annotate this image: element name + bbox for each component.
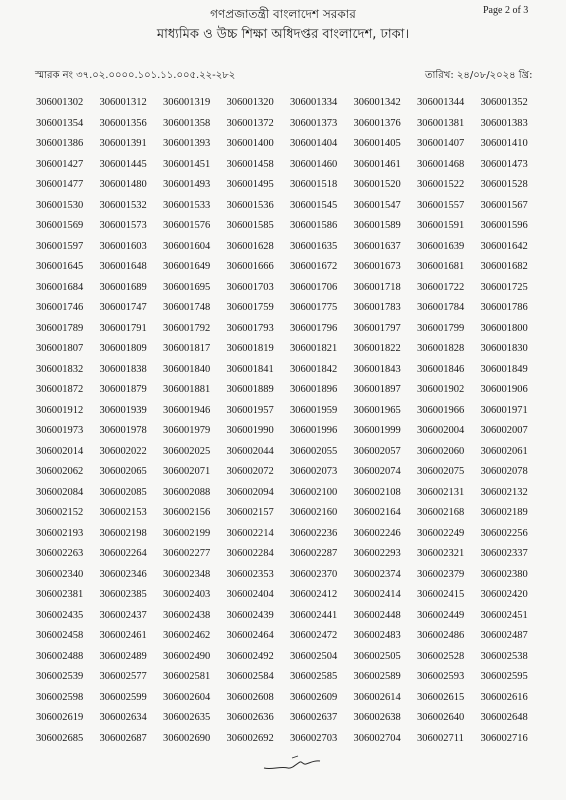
roll-number-cell: 306001786 xyxy=(480,302,528,313)
roll-number-cell: 306002690 xyxy=(163,732,211,744)
roll-number-cell: 306001746 xyxy=(36,302,84,313)
roll-number-cell: 306001637 xyxy=(353,240,401,252)
roll-number-cell: 306002451 xyxy=(480,609,528,621)
roll-number-cell: 306002108 xyxy=(353,486,401,498)
roll-number-cell: 306002256 xyxy=(480,527,528,539)
roll-number-cell: 306002449 xyxy=(417,609,465,621)
memo-number: স্মারক নং ৩৭.০২.০০০০.১০১.১১.০০৫.২২-২৮২ xyxy=(35,70,236,81)
roll-number-cell: 306002648 xyxy=(480,712,528,723)
roll-number-cell: 306002608 xyxy=(226,691,274,703)
roll-number-cell: 306001604 xyxy=(163,240,211,252)
roll-number-cell: 306002370 xyxy=(290,568,338,580)
roll-number-cell: 306001473 xyxy=(480,158,528,170)
roll-number-cell: 306001830 xyxy=(480,343,528,354)
roll-number-cell: 306001354 xyxy=(36,117,84,129)
roll-number-cell: 306001342 xyxy=(353,97,401,108)
roll-number-cell: 306001477 xyxy=(36,179,84,190)
roll-number-cell: 306002538 xyxy=(480,650,528,662)
roll-number-cell: 306002264 xyxy=(99,548,147,559)
roll-number-cell: 306001358 xyxy=(163,117,211,129)
roll-number-cell: 306001460 xyxy=(290,158,338,170)
roll-number-cell: 306001557 xyxy=(417,199,465,211)
roll-number-cell: 306001842 xyxy=(290,363,338,375)
roll-number-cell: 306002014 xyxy=(36,445,84,457)
roll-number-cell: 306001645 xyxy=(36,261,84,272)
roll-number-cell: 306001302 xyxy=(36,97,84,108)
roll-number-cell: 306002638 xyxy=(353,712,401,723)
roll-number-cell: 306001689 xyxy=(99,281,147,293)
roll-number-cell: 306001407 xyxy=(417,138,465,149)
roll-number-cell: 306001838 xyxy=(99,363,147,375)
roll-number-cell: 306001458 xyxy=(226,158,274,170)
roll-number-cell: 306002263 xyxy=(36,548,84,559)
roll-number-cell: 306002609 xyxy=(290,691,338,703)
roll-number-cell: 306001596 xyxy=(480,220,528,231)
roll-number-cell: 306002085 xyxy=(99,486,147,498)
roll-number-cell: 306002007 xyxy=(480,425,528,436)
roll-number-cell: 306002132 xyxy=(480,486,528,498)
roll-number-cell: 306002078 xyxy=(480,466,528,477)
roll-number-cell: 306001841 xyxy=(226,363,274,375)
roll-number-cell: 306001946 xyxy=(163,404,211,416)
roll-number-cell: 306002404 xyxy=(226,589,274,600)
roll-number-cell: 306001334 xyxy=(290,97,338,108)
roll-number-cell: 306001533 xyxy=(163,199,211,211)
roll-number-cell: 306002060 xyxy=(417,445,465,457)
roll-number-cell: 306002438 xyxy=(163,609,211,621)
roll-number-cell: 306002577 xyxy=(99,671,147,682)
roll-number-cell: 306001783 xyxy=(353,302,401,313)
roll-number-cell: 306001410 xyxy=(480,138,528,149)
roll-number-cell: 306002131 xyxy=(417,486,465,498)
roll-number-cell: 306001468 xyxy=(417,158,465,170)
roll-number-cell: 306002528 xyxy=(417,650,465,662)
roll-number-cell: 306001775 xyxy=(290,302,338,313)
roll-number-cell: 306001352 xyxy=(480,97,528,108)
roll-number-cell: 306002321 xyxy=(417,548,465,559)
roll-number-cell: 306002346 xyxy=(99,568,147,580)
roll-number-cell: 306001480 xyxy=(99,179,147,190)
roll-number-cell: 306001648 xyxy=(99,261,147,272)
roll-number-cell: 306002539 xyxy=(36,671,84,682)
roll-number-cell: 306002249 xyxy=(417,527,465,539)
roll-number-cell: 306001356 xyxy=(99,117,147,129)
roll-number-cell: 306002353 xyxy=(226,568,274,580)
roll-number-cell: 306001706 xyxy=(290,281,338,293)
roll-number-cell: 306002685 xyxy=(36,732,84,744)
roll-number-cell: 306001312 xyxy=(99,97,147,108)
roll-number-cell: 306002589 xyxy=(353,671,401,682)
roll-number-cell: 306001603 xyxy=(99,240,147,252)
roll-number-cell: 306001912 xyxy=(36,404,84,416)
roll-number-cell: 306002277 xyxy=(163,548,211,559)
roll-number-cell: 306001372 xyxy=(226,117,274,129)
roll-number-cell: 306002616 xyxy=(480,691,528,703)
roll-number-cell: 306002293 xyxy=(353,548,401,559)
roll-number-cell: 306001493 xyxy=(163,179,211,190)
roll-number-cell: 306002585 xyxy=(290,671,338,682)
roll-number-cell: 306002636 xyxy=(226,712,274,723)
roll-number-cell: 306001990 xyxy=(226,425,274,436)
roll-number-cell: 306001576 xyxy=(163,220,211,231)
roll-number-cell: 306001800 xyxy=(480,322,528,334)
roll-number-cell: 306002348 xyxy=(163,568,211,580)
date-label: তারিখ: ২৪/০৮/২০২৪ খ্রি: xyxy=(425,70,533,81)
roll-number-cell: 306002072 xyxy=(226,466,274,477)
roll-number-cell: 306001840 xyxy=(163,363,211,375)
roll-number-cell: 306002157 xyxy=(226,507,274,518)
roll-number-grid xyxy=(36,93,544,749)
page-number: Page 2 of 3 xyxy=(483,5,529,16)
roll-number-cell: 306002486 xyxy=(417,630,465,641)
roll-number-cell: 306002100 xyxy=(290,486,338,498)
roll-number-cell: 306001400 xyxy=(226,138,274,149)
roll-number-cell: 306001569 xyxy=(36,220,84,231)
roll-number-cell: 306001391 xyxy=(99,138,147,149)
roll-number-cell: 306001405 xyxy=(353,138,401,149)
roll-number-cell: 306001879 xyxy=(99,384,147,395)
roll-number-cell: 306002168 xyxy=(417,507,465,518)
roll-number-cell: 306001784 xyxy=(417,302,465,313)
roll-number-cell: 306002061 xyxy=(480,445,528,457)
roll-number-cell: 306002236 xyxy=(290,527,338,539)
roll-number-cell: 306002461 xyxy=(99,630,147,641)
roll-number-cell: 306002489 xyxy=(99,650,147,662)
roll-number-cell: 306001703 xyxy=(226,281,274,293)
roll-number-cell: 306002055 xyxy=(290,445,338,457)
signature-mark xyxy=(262,752,322,774)
roll-number-cell: 306001846 xyxy=(417,363,465,375)
roll-number-cell: 306002488 xyxy=(36,650,84,662)
roll-number-cell: 306001536 xyxy=(226,199,274,211)
roll-number-cell: 306001589 xyxy=(353,220,401,231)
roll-number-cell: 306001793 xyxy=(226,322,274,334)
roll-number-cell: 306002071 xyxy=(163,466,211,477)
roll-number-cell: 306002462 xyxy=(163,630,211,641)
roll-number-cell: 306002164 xyxy=(353,507,401,518)
roll-number-cell: 306001849 xyxy=(480,363,528,375)
roll-number-cell: 306002483 xyxy=(353,630,401,641)
roll-number-cell: 306001897 xyxy=(353,384,401,395)
roll-number-cell: 306002153 xyxy=(99,507,147,518)
roll-number-cell: 306002073 xyxy=(290,466,338,477)
roll-number-cell: 306002437 xyxy=(99,609,147,621)
roll-number-cell: 306002193 xyxy=(36,527,84,539)
roll-number-cell: 306001320 xyxy=(226,97,274,108)
roll-number-cell: 306002472 xyxy=(290,630,338,641)
roll-number-cell: 306002505 xyxy=(353,650,401,662)
roll-number-cell: 306002492 xyxy=(226,650,274,662)
roll-number-cell: 306001373 xyxy=(290,117,338,129)
roll-number-cell: 306001832 xyxy=(36,363,84,375)
roll-number-cell: 306002198 xyxy=(99,527,147,539)
roll-number-cell: 306001817 xyxy=(163,343,211,354)
roll-number-cell: 306001586 xyxy=(290,220,338,231)
roll-number-cell: 306002189 xyxy=(480,507,528,518)
roll-number-cell: 306001828 xyxy=(417,343,465,354)
roll-number-cell: 306001791 xyxy=(99,322,147,334)
roll-number-cell: 306001789 xyxy=(36,322,84,334)
roll-number-cell: 306001628 xyxy=(226,240,274,252)
roll-number-cell: 306002074 xyxy=(353,466,401,477)
roll-number-cell: 306002703 xyxy=(290,732,338,744)
roll-number-cell: 306001725 xyxy=(480,281,528,293)
roll-number-cell: 306002687 xyxy=(99,732,147,744)
roll-number-cell: 306002711 xyxy=(417,732,464,744)
roll-number-cell: 306002692 xyxy=(226,732,274,744)
roll-number-cell: 306001906 xyxy=(480,384,528,395)
roll-number-cell: 306002490 xyxy=(163,650,211,662)
roll-number-cell: 306002464 xyxy=(226,630,274,641)
roll-number-cell: 306001672 xyxy=(290,261,338,272)
roll-number-cell: 306001547 xyxy=(353,199,401,211)
roll-number-cell: 306002214 xyxy=(226,527,274,539)
roll-number-cell: 306001819 xyxy=(226,343,274,354)
roll-number-cell: 306001649 xyxy=(163,261,211,272)
roll-number-cell: 306001666 xyxy=(226,261,274,272)
roll-number-cell: 306001567 xyxy=(480,199,528,211)
roll-number-cell: 306001979 xyxy=(163,425,211,436)
roll-number-cell: 306001797 xyxy=(353,322,401,334)
roll-number-cell: 306002004 xyxy=(417,425,465,436)
roll-number-cell: 306001427 xyxy=(36,158,84,170)
roll-number-cell: 306002441 xyxy=(290,609,338,621)
roll-number-cell: 306002057 xyxy=(353,445,401,457)
roll-number-cell: 306002635 xyxy=(163,712,211,723)
roll-number-cell: 306001807 xyxy=(36,343,84,354)
roll-number-cell: 306002598 xyxy=(36,691,84,703)
roll-number-cell: 306002448 xyxy=(353,609,401,621)
roll-number-cell: 306002022 xyxy=(99,445,147,457)
roll-number-cell: 306001573 xyxy=(99,220,147,231)
roll-number-cell: 306001881 xyxy=(163,384,211,395)
roll-number-cell: 306001722 xyxy=(417,281,465,293)
roll-number-cell: 306001344 xyxy=(417,97,465,108)
roll-number-cell: 306002044 xyxy=(226,445,274,457)
roll-number-cell: 306002379 xyxy=(417,568,465,580)
roll-number-cell: 306002504 xyxy=(290,650,338,662)
roll-number-cell: 306002414 xyxy=(353,589,401,600)
roll-number-cell: 306001682 xyxy=(480,261,528,272)
roll-number-cell: 306001939 xyxy=(99,404,147,416)
roll-number-cell: 306002604 xyxy=(163,691,211,703)
roll-number-cell: 306002595 xyxy=(480,671,528,682)
roll-number-cell: 306002599 xyxy=(99,691,147,703)
roll-number-cell: 306001591 xyxy=(417,220,465,231)
office-title: গণপ্রজাতন্ত্রী বাংলাদেশ সরকার xyxy=(210,7,356,21)
roll-number-cell: 306001792 xyxy=(163,322,211,334)
roll-number-cell: 306002634 xyxy=(99,712,147,723)
roll-number-cell: 306001695 xyxy=(163,281,211,293)
roll-number-cell: 306002716 xyxy=(480,732,528,744)
roll-number-cell: 306002025 xyxy=(163,445,211,457)
roll-number-cell: 306001965 xyxy=(353,404,401,416)
roll-number-cell: 306001383 xyxy=(480,117,528,129)
roll-number-cell: 306001821 xyxy=(290,343,338,354)
roll-number-cell: 306001520 xyxy=(353,179,401,190)
roll-number-cell: 306001966 xyxy=(417,404,465,416)
roll-number-cell: 306002385 xyxy=(99,589,147,600)
roll-number-cell: 306002615 xyxy=(417,691,465,703)
roll-number-cell: 306002487 xyxy=(480,630,528,641)
roll-number-cell: 306002287 xyxy=(290,548,338,559)
roll-number-cell: 306001597 xyxy=(36,240,84,252)
roll-number-cell: 306002458 xyxy=(36,630,84,641)
roll-number-cell: 306001748 xyxy=(163,302,211,313)
roll-number-cell: 306001999 xyxy=(353,425,401,436)
roll-number-cell: 306001451 xyxy=(163,158,211,170)
roll-number-cell: 306001872 xyxy=(36,384,84,395)
roll-number-cell: 306001639 xyxy=(417,240,465,252)
roll-number-cell: 306002199 xyxy=(163,527,211,539)
roll-number-cell: 306002065 xyxy=(99,466,147,477)
roll-number-cell: 306002156 xyxy=(163,507,211,518)
roll-number-cell: 306001978 xyxy=(99,425,147,436)
roll-number-cell: 306001585 xyxy=(226,220,274,231)
roll-number-cell: 306001386 xyxy=(36,138,84,149)
roll-number-cell: 306002581 xyxy=(163,671,211,682)
roll-number-cell: 306002094 xyxy=(226,486,274,498)
roll-number-cell: 306001796 xyxy=(290,322,338,334)
roll-number-cell: 306001393 xyxy=(163,138,211,149)
roll-number-cell: 306001684 xyxy=(36,281,84,293)
roll-number-cell: 306001404 xyxy=(290,138,338,149)
roll-number-cell: 306002152 xyxy=(36,507,84,518)
roll-number-cell: 306002381 xyxy=(36,589,84,600)
roll-number-cell: 306002435 xyxy=(36,609,84,621)
roll-number-cell: 306002380 xyxy=(480,568,528,580)
roll-number-cell: 306002340 xyxy=(36,568,84,580)
roll-number-cell: 306001642 xyxy=(480,240,528,252)
roll-number-cell: 306001545 xyxy=(290,199,338,211)
roll-number-cell: 306001759 xyxy=(226,302,274,313)
roll-number-cell: 306001528 xyxy=(480,179,528,190)
roll-number-cell: 306001889 xyxy=(226,384,274,395)
roll-number-cell: 306001996 xyxy=(290,425,338,436)
roll-number-cell: 306001495 xyxy=(226,179,274,190)
roll-number-cell: 306001902 xyxy=(417,384,465,395)
roll-number-cell: 306002640 xyxy=(417,712,465,723)
roll-number-cell: 306002284 xyxy=(226,548,274,559)
roll-number-cell: 306001718 xyxy=(353,281,401,293)
roll-number-cell: 306001461 xyxy=(353,158,401,170)
roll-number-cell: 306001896 xyxy=(290,384,338,395)
roll-number-cell: 306002412 xyxy=(290,589,338,600)
roll-number-cell: 306002584 xyxy=(226,671,274,682)
roll-number-cell: 306001522 xyxy=(417,179,465,190)
roll-number-cell: 306001518 xyxy=(290,179,338,190)
roll-number-cell: 306002637 xyxy=(290,712,338,723)
roll-number-cell: 306002246 xyxy=(353,527,401,539)
roll-number-cell: 306002439 xyxy=(226,609,274,621)
roll-number-cell: 306002403 xyxy=(163,589,211,600)
roll-number-cell: 306001747 xyxy=(99,302,147,313)
roll-number-cell: 306001532 xyxy=(99,199,147,211)
roll-number-cell: 306002614 xyxy=(353,691,401,703)
roll-number-cell: 306001973 xyxy=(36,425,84,436)
roll-number-cell: 306001635 xyxy=(290,240,338,252)
roll-number-cell: 306002420 xyxy=(480,589,528,600)
roll-number-cell: 306001822 xyxy=(353,343,401,354)
roll-number-cell: 306002337 xyxy=(480,548,528,559)
roll-number-cell: 306002593 xyxy=(417,671,465,682)
roll-number-cell: 306002062 xyxy=(36,466,84,477)
roll-number-cell: 306002415 xyxy=(417,589,465,600)
roll-number-cell: 306001381 xyxy=(417,117,465,129)
roll-number-cell: 306001959 xyxy=(290,404,338,416)
roll-number-cell: 306001445 xyxy=(99,158,147,170)
roll-number-cell: 306001673 xyxy=(353,261,401,272)
roll-number-cell: 306002374 xyxy=(353,568,401,580)
roll-number-cell: 306001376 xyxy=(353,117,401,129)
roll-number-cell: 306001681 xyxy=(417,261,465,272)
roll-number-cell: 306001319 xyxy=(163,97,211,108)
roll-number-cell: 306001809 xyxy=(99,343,147,354)
roll-number-cell: 306001843 xyxy=(353,363,401,375)
roll-number-cell: 306002704 xyxy=(353,732,401,744)
roll-number-cell: 306001957 xyxy=(226,404,274,416)
roll-number-cell: 306002084 xyxy=(36,486,84,498)
roll-number-cell: 306002619 xyxy=(36,712,84,723)
directorate-title: মাধ্যমিক ও উচ্চ শিক্ষা অধিদপ্তর বাংলাদেশ, ঢাকা। xyxy=(156,27,410,42)
roll-number-cell: 306001971 xyxy=(480,404,528,416)
roll-number-cell: 306002075 xyxy=(417,466,465,477)
roll-number-cell: 306001799 xyxy=(417,322,465,334)
roll-number-cell: 306002088 xyxy=(163,486,211,498)
roll-number-cell: 306002160 xyxy=(290,507,338,518)
roll-number-cell: 306001530 xyxy=(36,199,84,211)
